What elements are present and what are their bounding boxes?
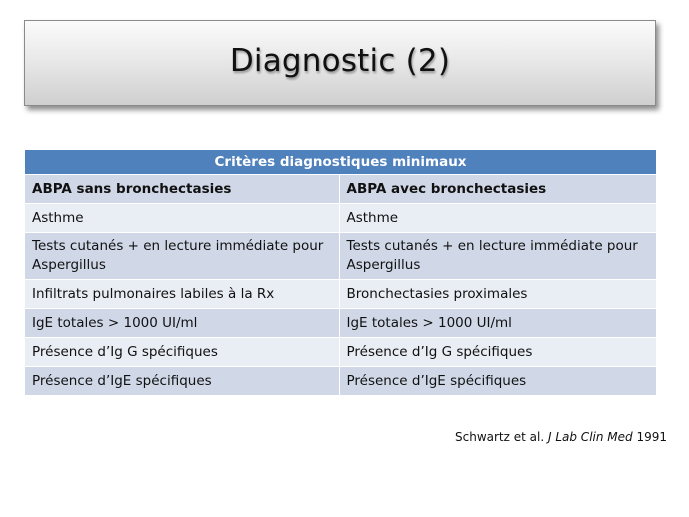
table-row (25, 233, 656, 280)
criteria-table (25, 150, 656, 395)
citation-authors: Schwartz et al. (455, 430, 545, 444)
table-cell: Présence d’Ig G spécifiques (339, 338, 656, 367)
table-cell: Tests cutanés + en lecture immédiate pour Aspergillus (25, 233, 339, 280)
table-cell: Présence d’IgE spécifiques (25, 367, 339, 396)
column-header-sans-bronchectasies: ABPA sans bronchectasies (25, 175, 339, 204)
citation (455, 430, 667, 444)
table-cell: Tests cutanés + en lecture immédiate pour Aspergillus (339, 233, 656, 280)
table-cell: IgE totales > 1000 UI/ml (339, 309, 656, 338)
slide-title-box (24, 20, 656, 106)
table-main-header: Critères diagnostiques minimaux (25, 150, 656, 175)
table-cell: Asthme (25, 204, 339, 233)
table-column-header-row (25, 175, 656, 204)
table-cell: Présence d’Ig G spécifiques (25, 338, 339, 367)
table-cell: Bronchectasies proximales (339, 280, 656, 309)
slide-title: Diagnostic (2) (229, 43, 451, 79)
table-row (25, 204, 656, 233)
column-header-avec-bronchectasies: ABPA avec bronchectasies (339, 175, 656, 204)
table-cell: Présence d’IgE spécifiques (339, 367, 656, 396)
citation-journal: J Lab Clin Med (547, 430, 633, 444)
table-row (25, 309, 656, 338)
table-cell: IgE totales > 1000 UI/ml (25, 309, 339, 338)
table-row (25, 280, 656, 309)
table-cell: Infiltrats pulmonaires labiles à la Rx (25, 280, 339, 309)
table-row (25, 338, 656, 367)
table-main-header-row (25, 150, 656, 175)
table-row (25, 367, 656, 396)
table-cell: Asthme (339, 204, 656, 233)
citation-year: 1991 (636, 430, 668, 444)
